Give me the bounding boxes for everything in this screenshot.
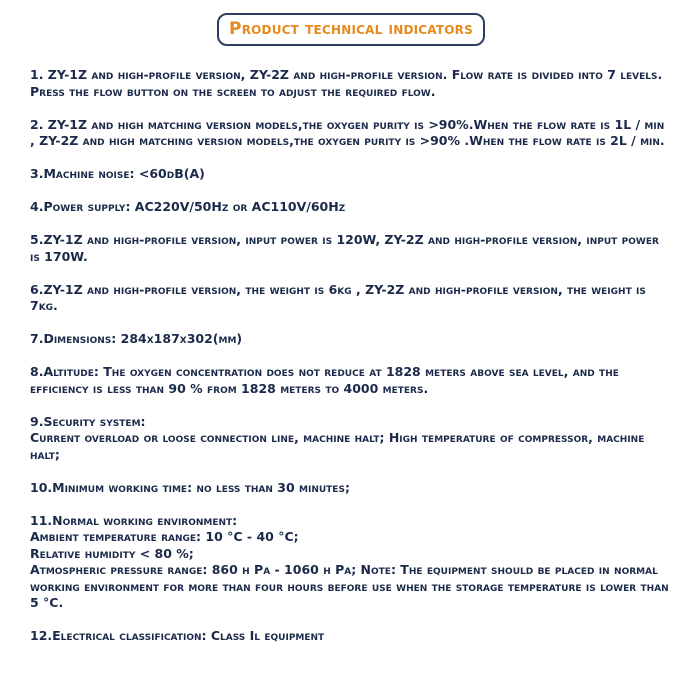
indicator-item-12	[30, 628, 672, 645]
indicator-text: Atmospheric pressure range: 860 h Pa - 1060 h Pa; Note: The equipment should be placed in normal working environment for more than four hours before use when the storage temperature is lower than 5 °C.	[30, 562, 669, 610]
indicator-text: 5.ZY-1Z and high-profile version, input power is 120W, ZY-2Z and high-profile version, input power is 170W.	[30, 232, 659, 264]
indicator-text: 2. ZY-1Z and high matching version models,the oxygen purity is >90%.When the flow rate is 1L / min , ZY-2Z and high matching version models,the oxygen purity is >90% .When the flow rate is 2L / min.	[30, 116, 665, 148]
indicator-text: 7.Dimensions: 284x187x302(mm)	[30, 331, 243, 346]
indicator-list	[30, 67, 672, 645]
indicator-item-3	[30, 166, 672, 183]
indicator-text: 6.ZY-1Z and high-profile version, the weight is 6kg , ZY-2Z and high-profile version, the weight is 7kg.	[30, 281, 646, 313]
indicator-item-8	[30, 364, 672, 397]
page-title: Product technical indicators	[217, 13, 485, 46]
indicator-text: Relative humidity < 80 %;	[30, 545, 194, 561]
indicator-item-9	[30, 414, 672, 464]
indicator-item-2	[30, 117, 672, 150]
title-container	[30, 0, 672, 46]
indicator-item-11	[30, 513, 672, 612]
indicator-heading: 11.Normal working environment:	[30, 512, 238, 528]
indicator-item-4	[30, 199, 672, 216]
indicator-item-1	[30, 67, 672, 100]
indicator-text: 12.Electrical classification: Class Il equipment	[30, 628, 325, 643]
indicator-text: 10.Minimum working time: no less than 30 minutes;	[30, 479, 350, 495]
indicator-item-7	[30, 331, 672, 348]
indicator-text: 4.Power supply: AC220V/50Hz or AC110V/60Hz	[30, 199, 346, 214]
indicator-text: 1. ZY-1Z and high-profile version, ZY-2Z and high-profile version. Flow rate is divided into 7 levels. Press the flow button on the screen to adjust the required flow.	[30, 67, 663, 99]
indicator-text: Ambient temperature range: 10 °C - 40 °C;	[30, 529, 299, 544]
indicator-text: 8.Altitude: The oxygen concentration does not reduce at 1828 meters above sea level, and the efficiency is less than 90 % from 1828 meters to 4000 meters.	[30, 364, 619, 396]
indicator-text: Current overload or loose connection line, machine halt; High temperature of compressor, machine halt;	[30, 430, 645, 462]
indicator-heading: 9.Security system:	[30, 413, 146, 429]
indicator-item-6	[30, 282, 672, 315]
indicator-text: 3.Machine noise: <60dB(A)	[30, 166, 205, 181]
indicator-item-5	[30, 232, 672, 265]
indicator-item-10	[30, 480, 672, 497]
